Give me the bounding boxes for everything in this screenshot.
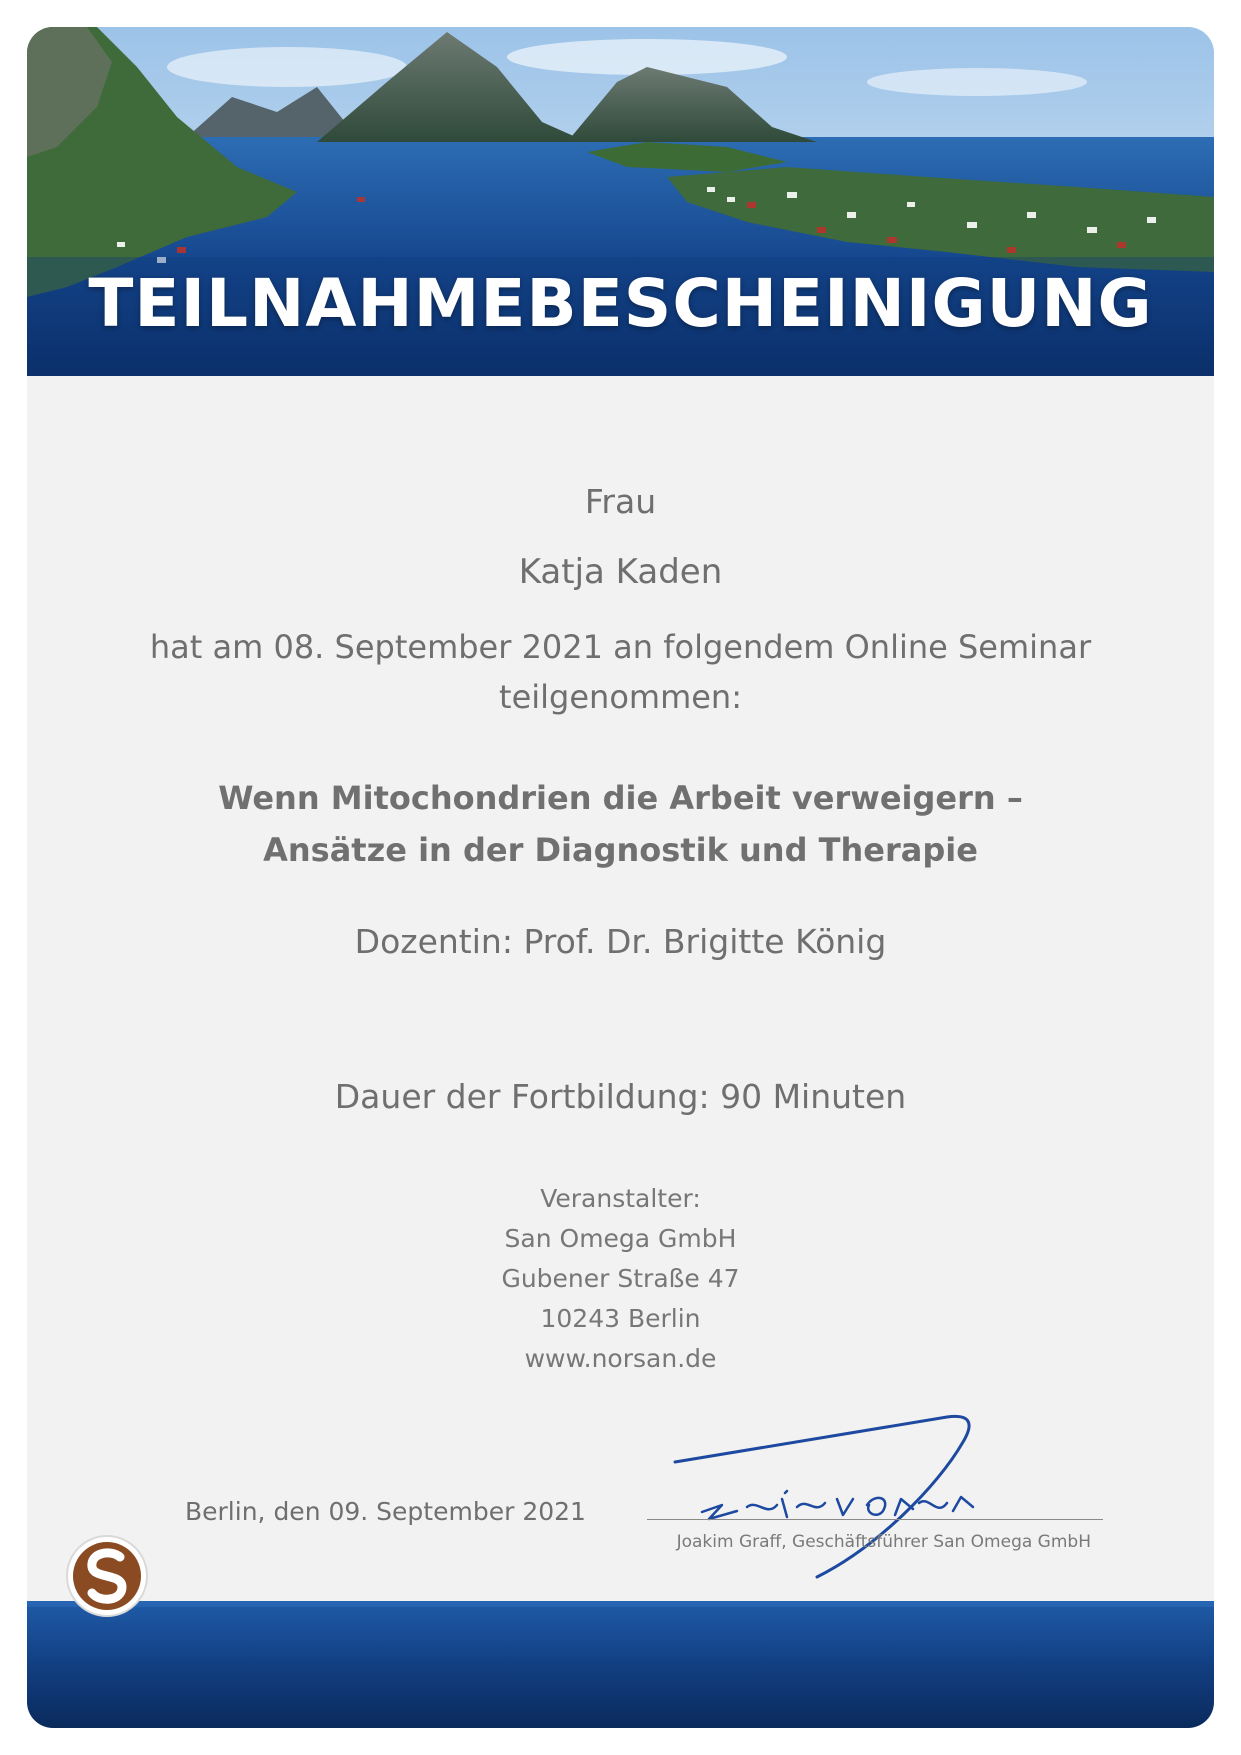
certificate-card — [27, 27, 1214, 1728]
footer-band — [27, 1601, 1214, 1728]
organizer-block — [27, 1179, 1214, 1379]
participation-statement — [27, 622, 1214, 722]
statement-line-1: hat am 08. September 2021 an folgendem Online Seminar — [149, 628, 1092, 666]
organizer-website: www.norsan.de — [524, 1344, 717, 1373]
salutation: Frau — [584, 482, 657, 521]
place-and-date: Berlin, den 09. September 2021 — [185, 1497, 586, 1526]
statement-line-2: teilgenommen: — [499, 678, 742, 716]
organizer-street: Gubener Straße 47 — [501, 1264, 740, 1293]
signer-name: Joakim Graff, Geschäftsführer San Omega GmbH — [676, 1532, 1091, 1552]
san-omega-logo-icon — [66, 1535, 148, 1617]
lecturer: Dozentin: Prof. Dr. Brigitte König — [354, 922, 887, 961]
course-duration: Dauer der Fortbildung: 90 Minuten — [334, 1077, 907, 1116]
participant-name: Katja Kaden — [518, 552, 723, 592]
signature-line — [647, 1519, 1103, 1520]
organizer-city: 10243 Berlin — [540, 1304, 701, 1333]
organizer-label: Veranstalter: — [540, 1184, 701, 1213]
seminar-title-line-1: Wenn Mitochondrien die Arbeit verweigern – — [218, 779, 1023, 817]
certificate-title: TEILNAHMEBESCHEINIGUNG — [88, 265, 1153, 342]
handwritten-signature — [647, 1387, 1127, 1587]
seminar-title — [27, 772, 1214, 876]
header-banner — [27, 27, 1214, 376]
organizer-company: San Omega GmbH — [504, 1224, 737, 1253]
seminar-title-line-2: Ansätze in der Diagnostik und Therapie — [263, 831, 978, 869]
